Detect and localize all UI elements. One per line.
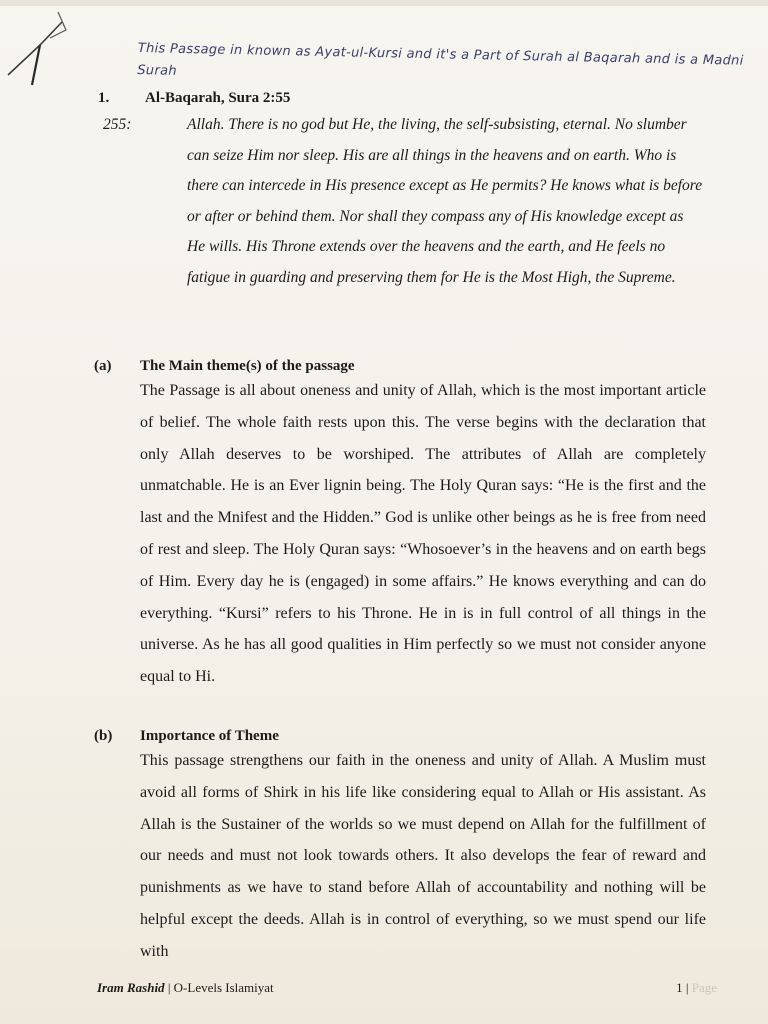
part-a-body: The Passage is all about oneness and unity of Allah, which is the most important article of belief. The whole faith rests upon this. The verse begins with the declaration that only Allah deserves to be worshiped. The attributes of Allah are completely unmatchable. He is an Ever lignin being. The Holy Quran says: “He is the first and the last and the Mnifest and the Hidden.” God is unlike other beings as he is free from need of rest and sleep. The Holy Quran says: “Whosoever’s in the heavens and on earth begs of Him. Every day he is (engaged) in some affairs.” He knows everything and can do everything. “Kursi” refers to his Throne. He in is in full control of all things in the universe. As he has all good qualities in Him perfectly so we must not consider anyone equal to Hi. xyxy=(140,382,706,686)
part-a-label: (a) xyxy=(94,358,112,374)
pen-mark-icon xyxy=(0,0,120,100)
verse-block xyxy=(103,110,705,293)
part-b-body: This passage strengthens our faith in the oneness and unity of Allah. A Muslim must avoid all forms of Shirk in his life like considering equal to Allah or His assistant. As Allah is the Sustainer of the worlds so we must depend on Allah for the fulfillment of our needs and must not look towards others. It also develops the fear of reward and punishments as we have to stand before Allah of accountability and nothing will be helpful except the deeds. Allah is in control of everything, so we must spend our life with xyxy=(140,752,706,960)
section-number: 1. xyxy=(98,90,110,106)
footer-page-number: 1 xyxy=(676,980,683,995)
footer-author: Iram Rashid xyxy=(97,980,165,995)
verse-number: 255: xyxy=(103,116,132,133)
verse-text: Allah. There is no god but He, the living, the self-subsisting, eternal. No slumber can seize Him nor sleep. His are all things in the heavens and on earth. Who is there can intercede in His presence except as He permits? He knows what is before or after or behind them. Nor shall they compass any of His knowledge except as He wills. His Throne extends over the heavens and the earth, and He feels no fatigue in guarding and preserving them for He is the Most High, the Supreme. xyxy=(187,116,703,286)
footer-separator: | xyxy=(167,980,171,995)
page-footer: Iram Rashid | O-Levels Islamiyat 1 | Page xyxy=(97,980,717,995)
part-b-title: Importance of Theme xyxy=(140,728,279,744)
footer-course: O-Levels Islamiyat xyxy=(173,980,274,995)
handwritten-note: This Passage in known as Ayat-ul-Kursi and it's a Part of Surah al Baqarah and is a Madni Surah xyxy=(137,40,744,79)
part-a-title: The Main theme(s) of the passage xyxy=(140,358,355,374)
footer-page-word: Page xyxy=(691,980,717,995)
part-b-label: (b) xyxy=(94,728,113,744)
section-title: Al-Baqarah, Sura 2:55 xyxy=(145,90,291,106)
